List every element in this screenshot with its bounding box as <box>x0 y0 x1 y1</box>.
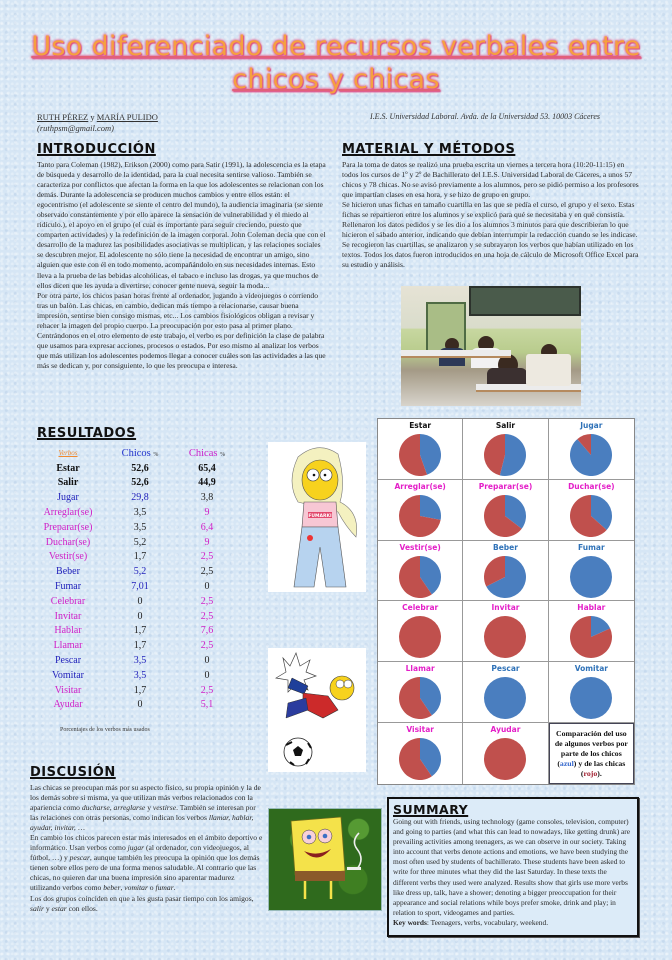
title-line-1: Uso diferenciado de recursos verbales entre <box>31 31 641 62</box>
chicas-value: 65,4 <box>198 462 216 474</box>
verb: arreglarse <box>113 803 146 813</box>
table-row <box>30 683 240 698</box>
pie-chart <box>398 737 442 781</box>
chicas-value: 0 <box>204 655 210 667</box>
pie-label: Vestir(se) <box>399 542 441 552</box>
text: , <box>109 803 114 813</box>
pie-cell <box>549 662 634 723</box>
chicos-value: 3,5 <box>133 669 147 681</box>
pie-chart <box>398 555 442 599</box>
text: o <box>147 883 156 893</box>
chicas-value: 44,9 <box>198 477 216 489</box>
pie-cell <box>378 723 463 784</box>
sponge-pants <box>295 871 345 881</box>
chicas-value: 9 <box>204 536 210 548</box>
chicas-value: 2,5 <box>200 595 214 607</box>
pie-label: Invitar <box>491 603 520 613</box>
pie-cell <box>378 541 463 602</box>
pie-chart <box>569 555 613 599</box>
pie-chart <box>483 555 527 599</box>
pie-chart <box>398 676 442 720</box>
methods-paragraph: Para la toma de datos se realizó una prueba escrita un viernes a tercera hora (10:20-11:15) en todos los cursos de 1º y 2º de Bachillerato del I.E.S. Universidad Laboral de Cáceres, a unos 57 chicos y 78 chicas. No se avisó previamente a los alumnos, pero se pidió permiso a los profesores que impartían clases en esa hora, y se hizo de grupo en grupo. <box>342 160 639 200</box>
verb-cell: Vestir(se) <box>48 551 88 563</box>
verb: ducharse <box>81 803 110 813</box>
boy-eye <box>336 680 344 688</box>
pie-chart <box>569 433 613 477</box>
col-verbos: Verbos <box>58 449 78 458</box>
institution: I.E.S. Universidad Laboral. Avda. de la Universidad 53. 10003 Cáceres <box>370 112 600 121</box>
photo-monitor <box>526 354 571 386</box>
author-email: (ruthpsm@gmail.com) <box>37 123 114 133</box>
verb-cell: Fumar <box>54 581 82 593</box>
results-caption: Porcentajes de los verbos más usados <box>60 727 150 733</box>
pie-label: Duchar(se) <box>568 481 615 491</box>
pie-label: Llamar <box>405 664 435 674</box>
sponge-legs <box>305 881 331 899</box>
verb-cell: Duchar(se) <box>45 536 91 548</box>
table-row <box>30 638 240 653</box>
pie-cell <box>378 419 463 480</box>
table-row <box>30 490 240 505</box>
col-chicas <box>174 446 240 461</box>
pie-chart <box>483 433 527 477</box>
pie-cell <box>463 480 548 541</box>
author-separator: y <box>88 112 97 122</box>
discussion-paragraph <box>30 783 265 833</box>
verb: llamar, hablar, ayudar, invitar, <box>30 813 254 833</box>
intro-heading: INTRODUCCIÓN <box>37 142 156 157</box>
girl-jeans <box>294 527 346 587</box>
chicos-value: 52,6 <box>131 462 149 474</box>
verb-cell: Beber <box>56 566 80 578</box>
keywords: : Teenagers, verbs, vocabulary, weekend. <box>426 917 549 927</box>
sponge-body <box>291 817 345 875</box>
chicos-value: 0 <box>137 595 143 607</box>
pie-label: Vomitar <box>574 664 608 674</box>
girl-pupil <box>324 474 327 477</box>
chicas-value: 0 <box>204 669 210 681</box>
text: , <box>120 883 125 893</box>
text: y <box>145 803 153 813</box>
girl-face <box>302 460 338 500</box>
caption-part: ) y de las chicas ( <box>573 758 626 778</box>
intro-paragraph: Por otra parte, los chicos pasan horas frente al ordenador, jugando a videojuegos o corriendo tras un balón. Las chicas, en cambio, dedican más tiempo a relacionarse, causar buena impresión, sentirse bien consigo mismas, etc... Los cambios fisiológicos obligan a revisar y rehacer la imagen del propio cuerpo. La preocupación por esto pasa al primer plano. <box>37 290 318 330</box>
pie-label: Hablar <box>577 603 606 613</box>
methods-heading: MATERIAL Y MÉTODOS <box>342 142 516 157</box>
verb-cell: Visitar <box>54 684 82 696</box>
results-body <box>30 461 240 713</box>
verb-cell: Invitar <box>54 610 82 622</box>
pie-chart-grid <box>377 418 635 785</box>
pie-chart <box>483 737 527 781</box>
table-row <box>30 461 240 476</box>
pie-label: Estar <box>409 421 432 430</box>
boy-shirt <box>303 693 338 718</box>
verb: beber <box>103 883 121 893</box>
verb-cell: Preparar(se) <box>43 521 93 533</box>
discussion-paragraph <box>30 833 265 893</box>
col-chicos-label: Chicos <box>121 447 151 459</box>
smoke <box>354 833 361 869</box>
table-row <box>30 624 240 639</box>
verb-cell: Pescar <box>54 655 82 667</box>
photo-desk <box>401 350 511 358</box>
caption-text <box>554 729 629 779</box>
pie-chart <box>483 494 527 538</box>
text: . También se interesan por las relaciones con otras personas, como indican los verbos <box>30 803 256 823</box>
intro-paragraph: Centrándonos en el otro elemento de este trabajo, el verbo es por definición la clase de palabra que usamos para expresar acciones, procesos o estados. Por eso mismo al analizar los verbos que más utilizan los adolescentes podemos llegar a conocer cuáles son las actividades a las que más se dedican y, por consiguiente, lo que les preocupa e interesa. <box>37 330 326 370</box>
pie-slice-chicas <box>484 616 526 658</box>
chicos-value: 52,6 <box>131 477 149 489</box>
pie-chart <box>398 433 442 477</box>
cigarette <box>347 867 361 870</box>
pie-label: Celebrar <box>402 603 439 613</box>
author-1: RUTH PÉREZ <box>37 112 89 122</box>
title-line-2: chicos y chicas <box>232 64 440 95</box>
chicos-value: 5,2 <box>133 536 147 548</box>
table-row <box>30 564 240 579</box>
text: con ellos. <box>66 903 98 913</box>
pie-label: Pescar <box>491 664 520 674</box>
caption-part: Comparación del uso de algunos verbos por parte de los chicos ( <box>554 728 628 768</box>
text: y <box>43 903 52 913</box>
chicos-value: 1,7 <box>133 684 147 696</box>
pie-cell <box>378 601 463 662</box>
caption-part: ). <box>597 768 602 778</box>
verb: fumar <box>155 883 174 893</box>
intro-text <box>37 160 327 371</box>
verb-cell: Celebrar <box>50 595 86 607</box>
chicas-value: 3,8 <box>200 492 214 504</box>
results-heading: RESULTADOS <box>37 426 137 441</box>
summary-body: Going out with friends, using technology (game consoles, television, computer) and going to parties (and what this can lead to nowadays, like getting drunk) are prevailing activities among teenagers, as we can observe in our society. Taking into account that verbs denote actions and emotions, we have been studying the most often used by students of bachillerato. These students have been asked to write for three minutes what they did the last Saturday. In these texts the different verbs they used were analyzed. Results show that girls use more verbs like dress up, talk, have a shower; denoting a bigger preoccupation for their appearance and social relations while boys prefer smoke, drink and play; in relation to sport, videogames and parties. <box>393 817 631 917</box>
pie-label: Fumar <box>577 542 605 552</box>
summary-box <box>387 797 639 937</box>
text: , aunque también les preocupa la opinión que los demás tienen sobre ellos pero de una forma menos saludable. Al contrario que las chicas, no quieren dar una buena impresión sino aparentar madurez utilizando verbos como <box>30 853 260 893</box>
table-row <box>30 505 240 520</box>
sponge-cartoon-illustration <box>269 809 381 910</box>
pie-slice-chicos <box>484 677 526 719</box>
text: . <box>173 883 176 893</box>
pie-cell <box>463 541 548 602</box>
col-chicas-label: Chicas <box>188 447 218 459</box>
girl-pupil <box>313 474 316 477</box>
pie-cell <box>549 601 634 662</box>
girl-cartoon-illustration <box>268 442 366 592</box>
chicas-value: 2,5 <box>200 684 214 696</box>
photo-window <box>469 286 581 316</box>
table-row <box>30 476 240 491</box>
boy-eye <box>344 680 352 688</box>
pie-chart <box>483 615 527 659</box>
boy-shorts <box>286 698 308 718</box>
verb: estar <box>51 903 67 913</box>
girl-cartoon <box>268 442 366 592</box>
chicas-value: 2,5 <box>200 610 214 622</box>
table-row <box>30 698 240 713</box>
chicas-value: 2,5 <box>200 640 214 652</box>
chicos-value: 1,7 <box>133 551 147 563</box>
pie-cell <box>463 419 548 480</box>
boy-cartoon-illustration <box>268 648 366 772</box>
discussion-text <box>30 783 265 914</box>
boy-head <box>330 676 354 700</box>
verb: jugar <box>127 843 145 853</box>
verb: pescar <box>69 853 90 863</box>
verb-cell: Llamar <box>53 640 83 652</box>
pie-chart <box>398 615 442 659</box>
sponge-pupil <box>323 834 328 839</box>
chicas-value: 5,1 <box>200 699 214 711</box>
verb-cell: Salir <box>57 477 79 489</box>
chicas-value: 0 <box>204 581 210 593</box>
girl-shirt-text: FUMARKI <box>308 514 332 519</box>
pie-chart <box>569 494 613 538</box>
table-row <box>30 550 240 565</box>
col-chicos <box>106 446 174 461</box>
discussion-heading: DISCUSIÓN <box>30 765 116 780</box>
pie-slice-chicas <box>399 616 441 658</box>
pie-cell <box>463 723 548 784</box>
verb: vestirse <box>152 803 177 813</box>
pie-cell <box>549 480 634 541</box>
chicas-value: 6,4 <box>200 521 214 533</box>
pct-sign: % <box>220 451 226 458</box>
author-2: MARÍA PULIDO <box>96 112 158 122</box>
table-row <box>30 668 240 683</box>
classroom-photo <box>401 286 581 406</box>
boy-cartoon <box>268 648 366 772</box>
pie-cell <box>463 601 548 662</box>
table-row <box>30 653 240 668</box>
text: … <box>75 823 86 833</box>
chicos-value: 3,5 <box>133 521 147 533</box>
pie-cell <box>549 541 634 602</box>
sponge-pupil <box>307 835 312 840</box>
pie-slice-chicos <box>570 556 612 598</box>
verb-cell: Jugar <box>57 492 79 504</box>
pie-cell <box>378 662 463 723</box>
pie-chart <box>398 494 442 538</box>
verb-cell: Ayudar <box>53 699 83 711</box>
chicos-value: 1,7 <box>133 625 147 637</box>
verb: salir <box>30 903 44 913</box>
chicos-value: 1,7 <box>133 640 147 652</box>
verb-cell: Vomitar <box>51 669 85 681</box>
pie-label: Arreglar(se) <box>394 481 446 491</box>
pie-label: Salir <box>495 421 516 430</box>
methods-text <box>342 160 640 271</box>
summary-text <box>393 817 633 928</box>
methods-paragraph: Se hicieron unas fichas en tamaño cuartilla en las que se pedía el curso, el grupo y el sexo. Estas fichas se repartieron entre los alumnos y se explicó para qué se necesitaba y en qué consistía. Rellenaron los datos pedidos y se les dio a los alumnos 3 minutos para que describieran lo que hicieron el sábado anterior, indicando que debían interrumpir la redacción cuando se les indicase. <box>342 200 638 240</box>
pie-label: Ayudar <box>490 725 521 735</box>
text: (al ordenador, con videojuegos, al fútbol, …) y <box>30 843 250 863</box>
verb-cell: Arreglar(se) <box>43 507 93 519</box>
chicas-value: 7,6 <box>200 625 214 637</box>
verb-cell: Estar <box>56 462 80 474</box>
verb: vomitar <box>124 883 148 893</box>
sponge-cartoon <box>268 808 382 911</box>
pie-chart <box>483 676 527 720</box>
pie-slice-chicas <box>484 738 526 780</box>
poster-title <box>30 30 642 96</box>
chicas-value: 2,5 <box>200 551 214 563</box>
keywords-label: Key words <box>393 917 427 927</box>
chicos-value: 3,5 <box>133 655 147 667</box>
chicos-value: 29,8 <box>131 492 149 504</box>
results-header-row <box>30 446 240 461</box>
table-row <box>30 579 240 594</box>
caption-rojo: rojo <box>583 768 598 778</box>
table-row <box>30 594 240 609</box>
chicos-value: 5,2 <box>133 566 147 578</box>
pie-grid-caption <box>549 723 634 784</box>
chicos-value: 0 <box>137 610 143 622</box>
text: En cambio los chicos parecen estar más interesados en el ámbito deportivo e informático. Usan verbos como <box>30 833 263 853</box>
pie-slice-chicos <box>420 495 441 520</box>
table-row <box>30 535 240 550</box>
chicos-value: 3,5 <box>133 507 147 519</box>
methods-paragraph: Se recogieron las cuartillas, se analizaron y se subrayaron los verbos que habían utilizado en los textos. Todos los datos fueron introducidos en una hoja de cálculo de Microsoft Office Excel para su estudio y análisis. <box>342 240 639 270</box>
pie-label: Jugar <box>580 421 603 430</box>
summary-heading: SUMMARY <box>393 802 469 817</box>
intro-paragraph: Tanto para Coleman (1982), Erikson (2000) como para Satir (1991), la adolescencia es la etapa de búsqueda y desarrollo de la identidad, para la cual necesita sentirse valioso. También se caracteriza por conflictos que afectan la forma en la que los adolescentes se relacionan con los demás. Durante la adolescencia se producen muchos cambios y entre ellos están: el egocentrismo (el adolescente se siente el centro del mundo), la audiencia imaginaria (se siente observado constantemente y por ello aparece la sensación de vulnerabilidad y el miedo al ridículo.), el apoyo en el grupo (el cual es importante para seguir creciendo, puesto que comparten actividades) y la redefinición de la imagen corporal. John Coleman decía que con el desarrollo de la madurez las posibilidades asociativas se multiplican, y las relaciones sociales se descubren mejor. El adolescente no sólo tiene la necesidad de encontrar un amigo, sino alguien que este con él en todo momento, acompañándolo en sus necesidades internas. Esto lleva a la prueba de las bebidas alcohólicas, el tabaco e incluso las drogas, ya que muchos de ellos dicen que les ayuda a divertirse, conocer gente nueva, seguir la moda... <box>37 160 326 290</box>
pie-slice-chicos <box>570 677 612 719</box>
girl-patch <box>307 535 313 541</box>
chicas-value: 9 <box>204 507 210 519</box>
pie-label: Preparar(se) <box>478 481 533 491</box>
table-row <box>30 520 240 535</box>
pie-label: Beber <box>493 542 518 552</box>
table-row <box>30 609 240 624</box>
caption-azul: azul <box>559 758 574 768</box>
pie-cell <box>463 662 548 723</box>
pie-label: Visitar <box>406 725 434 735</box>
authors <box>37 112 158 134</box>
pct-sign: % <box>153 451 159 458</box>
pie-chart <box>569 615 613 659</box>
pie-chart <box>569 676 613 720</box>
pie-cell <box>549 419 634 480</box>
chicos-value: 0 <box>137 699 143 711</box>
chicos-value: 7,01 <box>131 581 149 593</box>
text: Los dos grupos coinciden en que a les gusta pasar tiempo con los amigos, <box>30 893 254 903</box>
pie-cell <box>378 480 463 541</box>
verb-cell: Hablar <box>54 625 82 637</box>
discussion-paragraph <box>30 894 265 914</box>
results-table <box>30 446 240 712</box>
text: Las chicas se preocupan más por su aspecto físico, su propia opinión y la de los demás sobre si misma, ya que utilizan más verbos relacionados con la apariencia como <box>30 783 261 813</box>
chicas-value: 2,5 <box>200 566 214 578</box>
